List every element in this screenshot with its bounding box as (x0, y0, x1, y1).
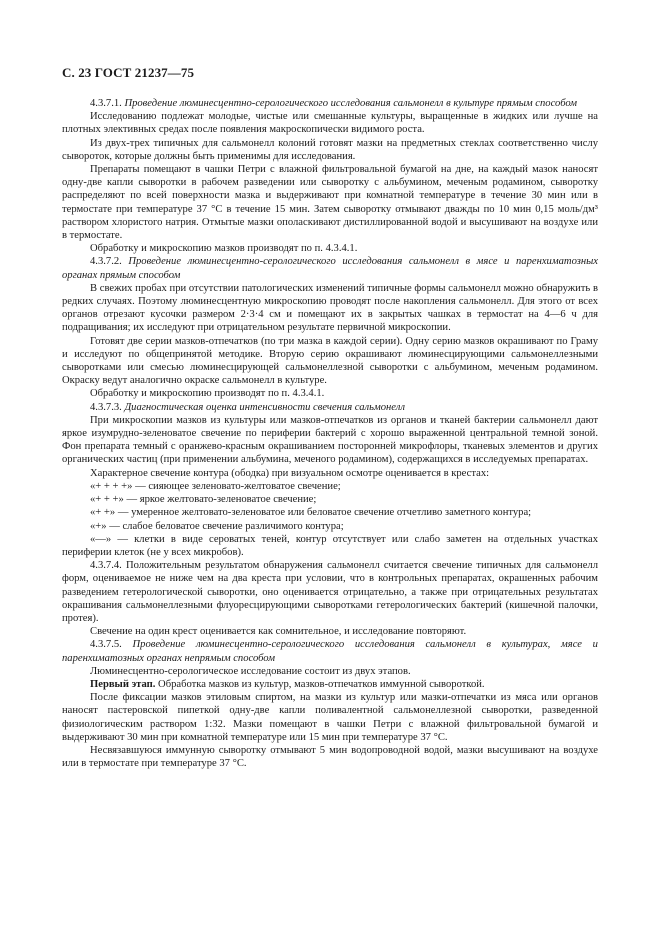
paragraph: Свечение на один крест оценивается как сомнительное, и исследование повторяют. (90, 626, 467, 638)
paragraph: Несвязавшуюся иммунную сыворотку отмывают 5 мин водопроводной водой, мазки высушивают на воздухе или в термостате при температуре 37 °С. (62, 744, 598, 770)
paragraph: Характерное свечение контура (ободка) при визуальном осмотре оценивается в крестах: (90, 467, 490, 479)
paragraph: Обработку и микроскопию мазков производят по п. 4.3.4.1. (90, 243, 358, 255)
paragraph: Люминесцентно-серологическое исследование состоит из двух этапов. (90, 665, 411, 677)
paragraph: После фиксации мазков этиловым спиртом, на мазки из культур или мазки-отпечатки из мяса или органов наносят пастеровской пипеткой одну-две капли поливалентной сальмонеллезной сыворотки, разведенной физиологическим раствором 1:32. Мазки помещают в чашки Петри с влажной фильтровальной бумагой и выдерживают 30 мин при комнатной температуре или 15 мин при температуре 37 °С. (62, 692, 598, 743)
section-number: 4.3.7.3. (90, 401, 122, 413)
section-number: 4.3.7.1. (90, 98, 122, 109)
scale-item: «+» — слабое беловатое свечение различимого контура; (90, 520, 344, 532)
paragraph: В свежих пробах при отсутствии патологических изменений типичные формы сальмонелл можно обнаружить в редких случаях. Поэтому люминесцентную микроскопию проводят после накопления сальмонелл. Для этого от всех органов отрезают кусочки размером 2·3·4 см и помещают их в закрытых чашках в термостат на 4—6 ч для подращивания; их исследуют при отрицательном результате первичной микроскопии. (62, 282, 598, 334)
paragraph: Готовят две серии мазков-отпечатков (по три мазка в каждой серии). Одну серию мазков окрашивают по Граму и исследуют по общепринятой методике. Вторую серию окрашивают люминесцирующими сальмонеллезными сыворотками или смесью люминесцирующей сальмонеллезной сыворотки с альбумином, меченым родамином. Окраску ведут аналогично окраске сальмонелл в культуре. (62, 335, 598, 387)
stage-label: Первый этап. (90, 678, 156, 690)
section-title: Диагностическая оценка интенсивности свечения сальмонелл (124, 401, 405, 413)
paragraph: Из двух-трех типичных для сальмонелл колоний готовят мазки на предметных стеклах соответственно числу сывороток, которые должны быть применимы для исследования. (62, 137, 598, 162)
paragraph: Исследованию подлежат молодые, чистые или смешанные культуры, выращенные в жидких или лучше на плотных элективных средах после появления макроскопически видимого роста. (62, 111, 598, 136)
stage-text: Обработка мазков из культур, мазков-отпечатков иммунной сывороткой. (155, 678, 485, 690)
section-heading (62, 638, 598, 664)
page-header: С. 23 ГОСТ 21237—75 (62, 65, 195, 80)
section-title: Проведение люминесцентно-серологического исследования сальмонелл в мясе и паренхиматозных органах прямым способом (62, 256, 598, 281)
paragraph: Обработку и микроскопию производят по п. 4.3.4.1. (90, 388, 325, 400)
section-title: Проведение люминесцентно-серологического исследования сальмонелл в культуре прямым способом (124, 98, 578, 109)
document-body (62, 97, 598, 770)
paragraph: При микроскопии мазков из культуры или мазков-отпечатков из органов и тканей бактерии сальмонелл дают яркое изумрудно-зеленоватое свечение по периферии бактерий с хорошо выраженной центральной темной зоной. Фон препарата темный с оранжево-красным окрашиванием посторонней микрофлоры, тканевых элементов и других органических частиц (при применении альбумина, меченого родамином), содержащихся в исследуемых препаратах. (62, 414, 598, 466)
section-number: 4.3.7.2. (90, 256, 122, 268)
section-heading (62, 401, 598, 414)
paragraph: Препараты помещают в чашки Петри с влажной фильтровальной бумагой на дне, на каждый мазок наносят одну-две капли сыворотки в рабочем разведении или сыворотку с альбумином, меченым родамином, сыворотку распределяют по всей поверхности мазка и выдерживают при комнатной температуре в течение 30 мин или в термостате при температуре 37 °С в течение 15 мин. Затем сыворотку отмывают дважды по 10 мин 0,15 моль/дм³ раствором хлористого натрия. Отмытые мазки ополаскивают дистиллированной водой и высушивают на воздухе или в термостате. (62, 164, 598, 242)
section-title: Проведение люминесцентно-серологического исследования сальмонелл в культурах, мясе и паренхиматозных органах непрямым способом (62, 639, 598, 664)
paragraph (62, 678, 598, 691)
paragraph: 4.3.7.4. Положительным результатом обнаружения сальмонелл считается свечение типичных для сальмонелл форм, оцениваемое не ниже чем на два креста при условии, что в контрольных препаратах, окрашенных рабочим разведением гетерологической сыворотки, оно оценивается отрицательно, а также при отрицательных результатах окрашивания сальмонеллезными флуоресцирующими сыворотками гетерологических бактерий (кишечной палочки, протея). (62, 560, 598, 624)
scale-item: «+ + +» — яркое желтовато-зеленоватое свечение; (90, 494, 317, 506)
scale-item: «+ +» — умеренное желтовато-зеленоватое или беловатое свечение отчетливо заметного контура; (90, 507, 532, 519)
section-heading (62, 255, 598, 281)
section-heading (62, 97, 598, 110)
scale-item: «—» — клетки в виде сероватых теней, контур отсутствует или слабо заметен на отдельных участках периферии клеток (не у всех микробов). (62, 533, 598, 558)
scale-item: «+ + + +» — сияющее зеленовато-желтоватое свечение; (90, 480, 341, 492)
section-number: 4.3.7.5. (90, 639, 122, 651)
